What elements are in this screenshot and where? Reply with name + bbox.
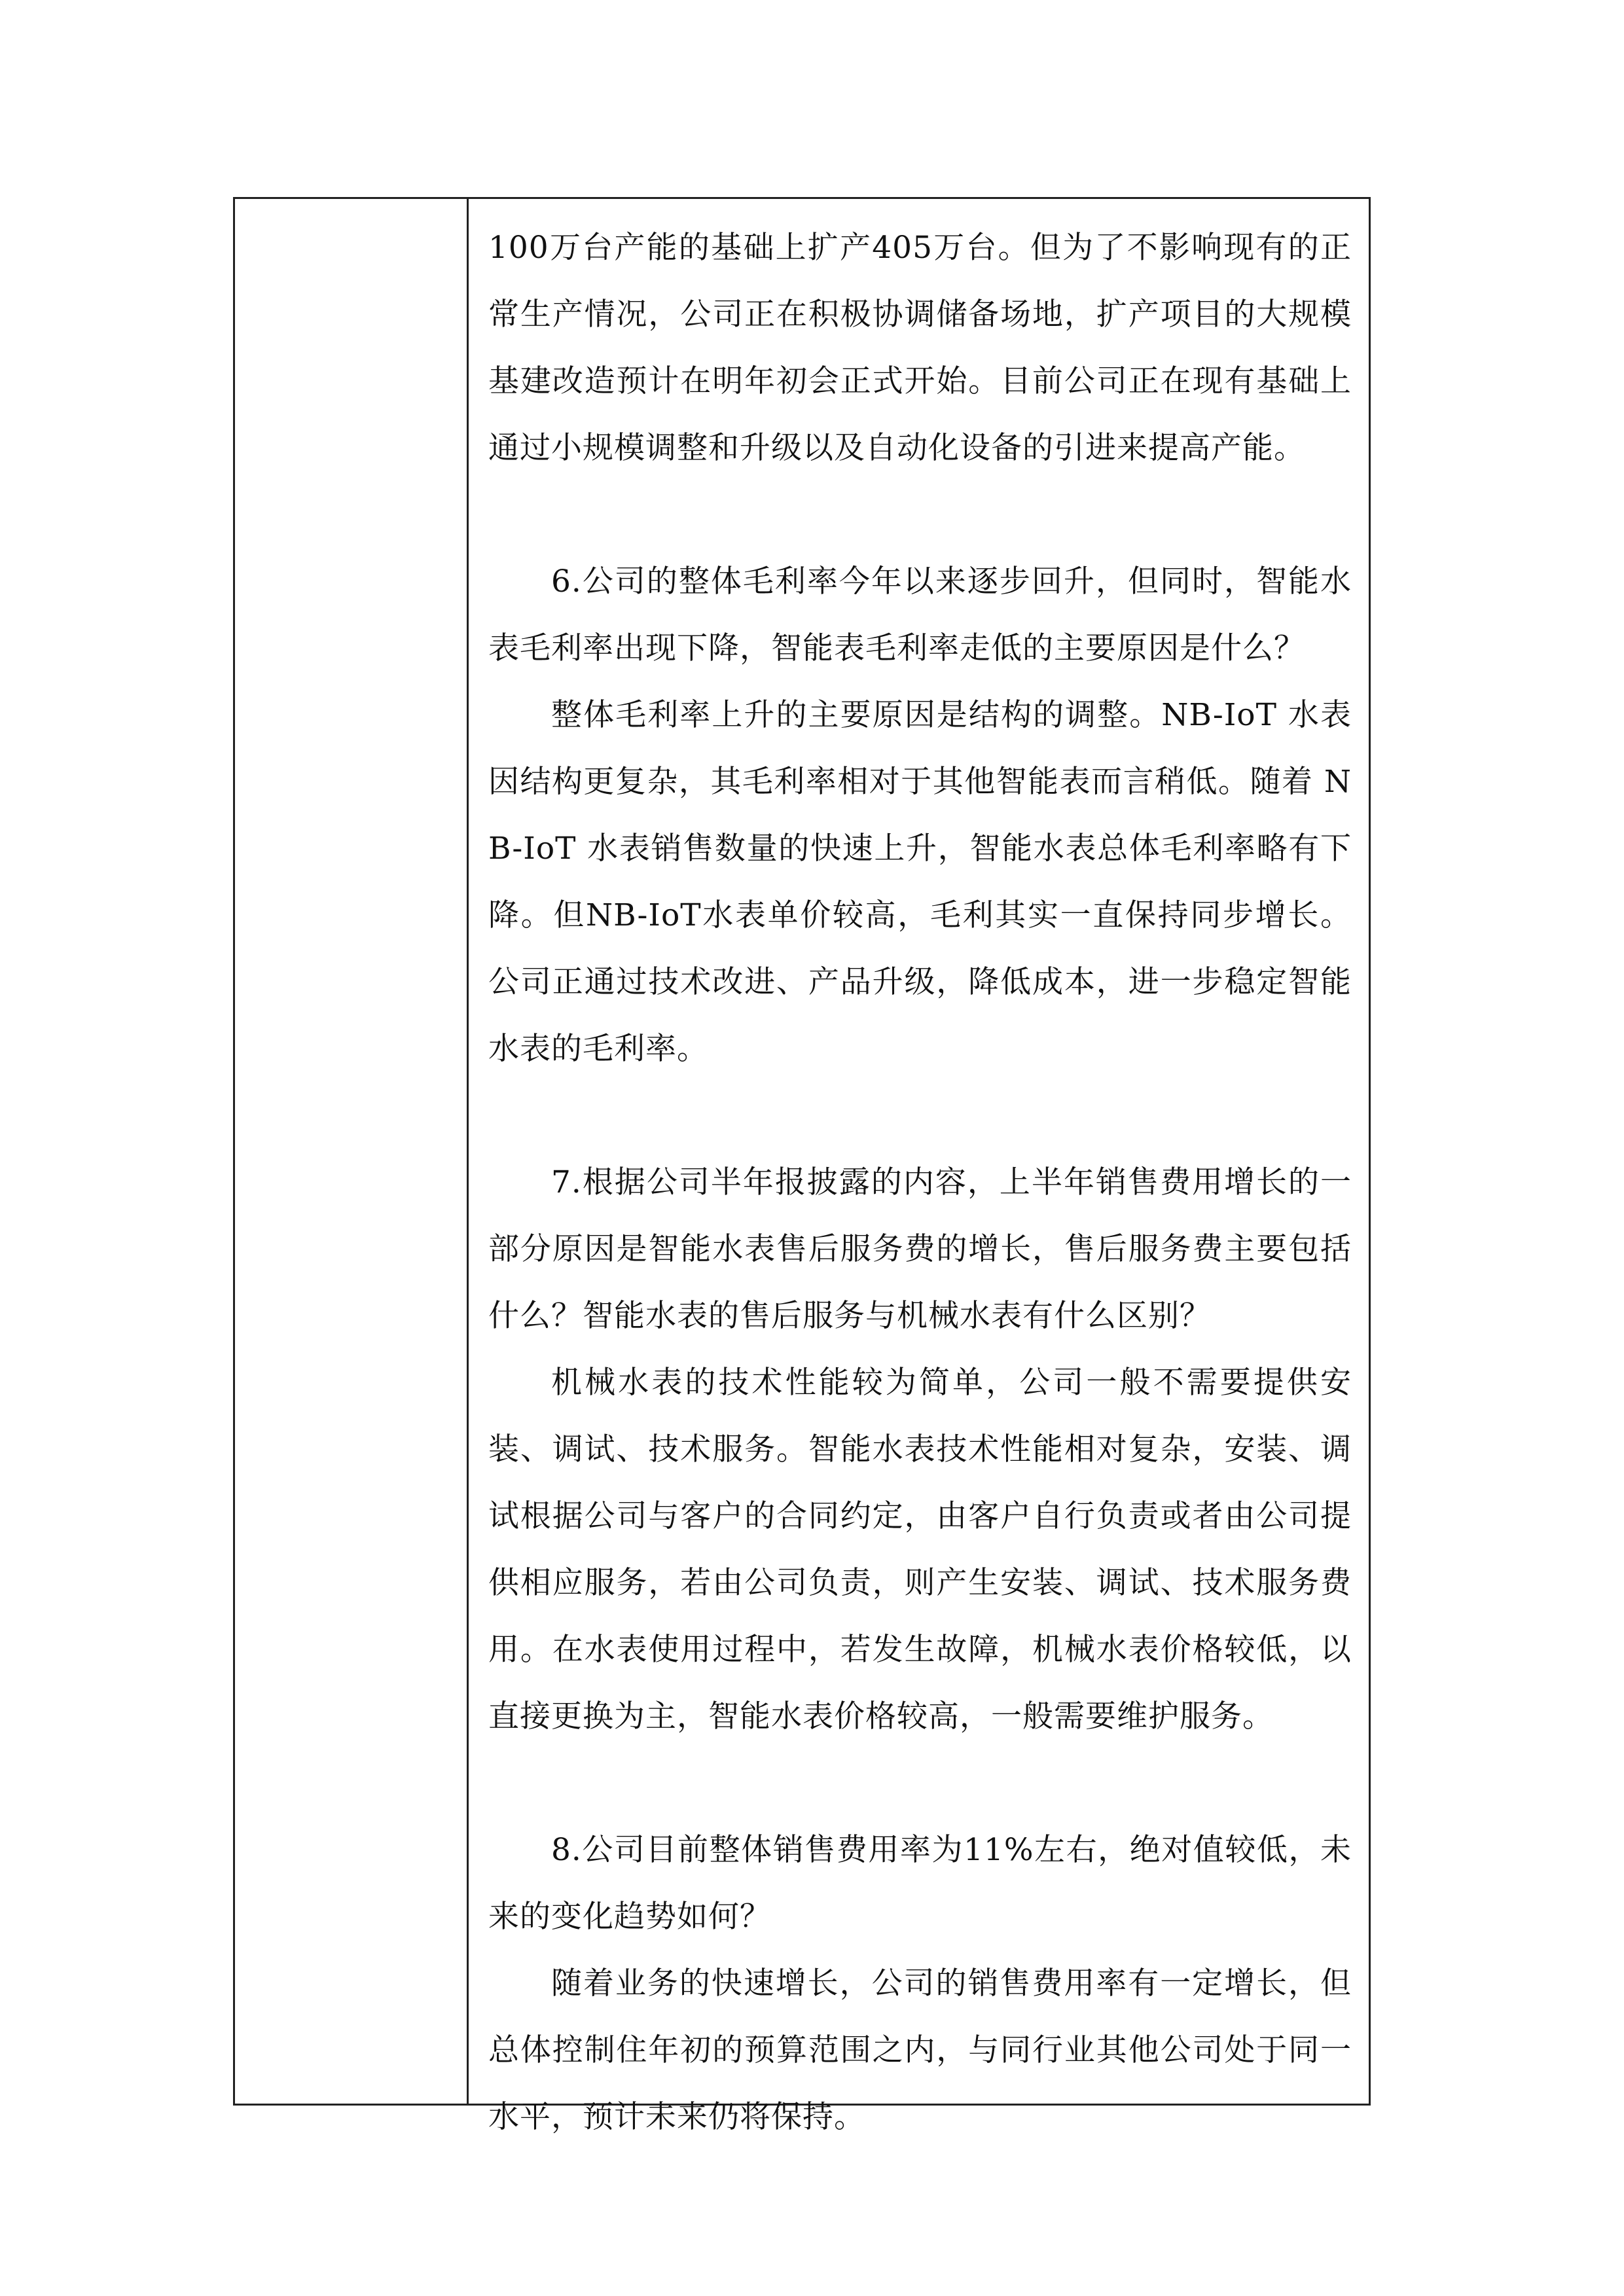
answer-8: 随着业务的快速增长，公司的销售费用率有一定增长，但总体控制住年初的预算范围之内，与同行业其他公司处于同一水平，预计未来仍将保持。 (488, 1965, 1352, 2135)
question-8: 8.公司目前整体销售费用率为11%左右，绝对值较低，未来的变化趋势如何？ (488, 1832, 1352, 1935)
table-label-cell (235, 199, 469, 2104)
paragraph-gap (488, 1083, 1352, 1149)
qa-table (233, 197, 1371, 2135)
paragraph-capacity-expansion: 100万台产能的基础上扩产405万台。但为了不影响现有的正常生产情况，公司正在积极协调储备场地，扩产项目的大规模基建改造预计在明年初会正式开始。目前公司正在现有基础上通过小规模调整和升级以及自动化设备的引进来提高产能。 (488, 230, 1352, 466)
question-6: 6.公司的整体毛利率今年以来逐步回升，但同时，智能水表毛利率出现下降，智能表毛利率走低的主要原因是什么？ (488, 564, 1352, 666)
paragraph-gap (488, 1750, 1352, 1817)
question-7: 7.根据公司半年报披露的内容，上半年销售费用增长的一部分原因是智能水表售后服务费的增长，售后服务费主要包括什么？智能水表的售后服务与机械水表有什么区别？ (488, 1164, 1352, 1334)
table-content-cell (469, 199, 1369, 2135)
answer-6: 整体毛利率上升的主要原因是结构的调整。NB-IoT 水表因结构更复杂，其毛利率相对于其他智能表而言稍低。随着 NB-IoT 水表销售数量的快速上升，智能水表总体毛利率略有下降。但NB-IoT水表单价较高，毛利其实一直保持同步增长。公司正通过技术改进、产品升级，降低成本，进一步稳定智能水表的毛利率。 (488, 697, 1352, 1067)
paragraph-gap (488, 482, 1352, 548)
answer-7: 机械水表的技术性能较为简单，公司一般不需要提供安装、调试、技术服务。智能水表技术性能相对复杂，安装、调试根据公司与客户的合同约定，由客户自行负责或者由公司提供相应服务，若由公司负责，则产生安装、调试、技术服务费用。在水表使用过程中，若发生故障，机械水表价格较低，以直接更换为主，智能水表价格较高，一般需要维护服务。 (488, 1365, 1352, 1734)
